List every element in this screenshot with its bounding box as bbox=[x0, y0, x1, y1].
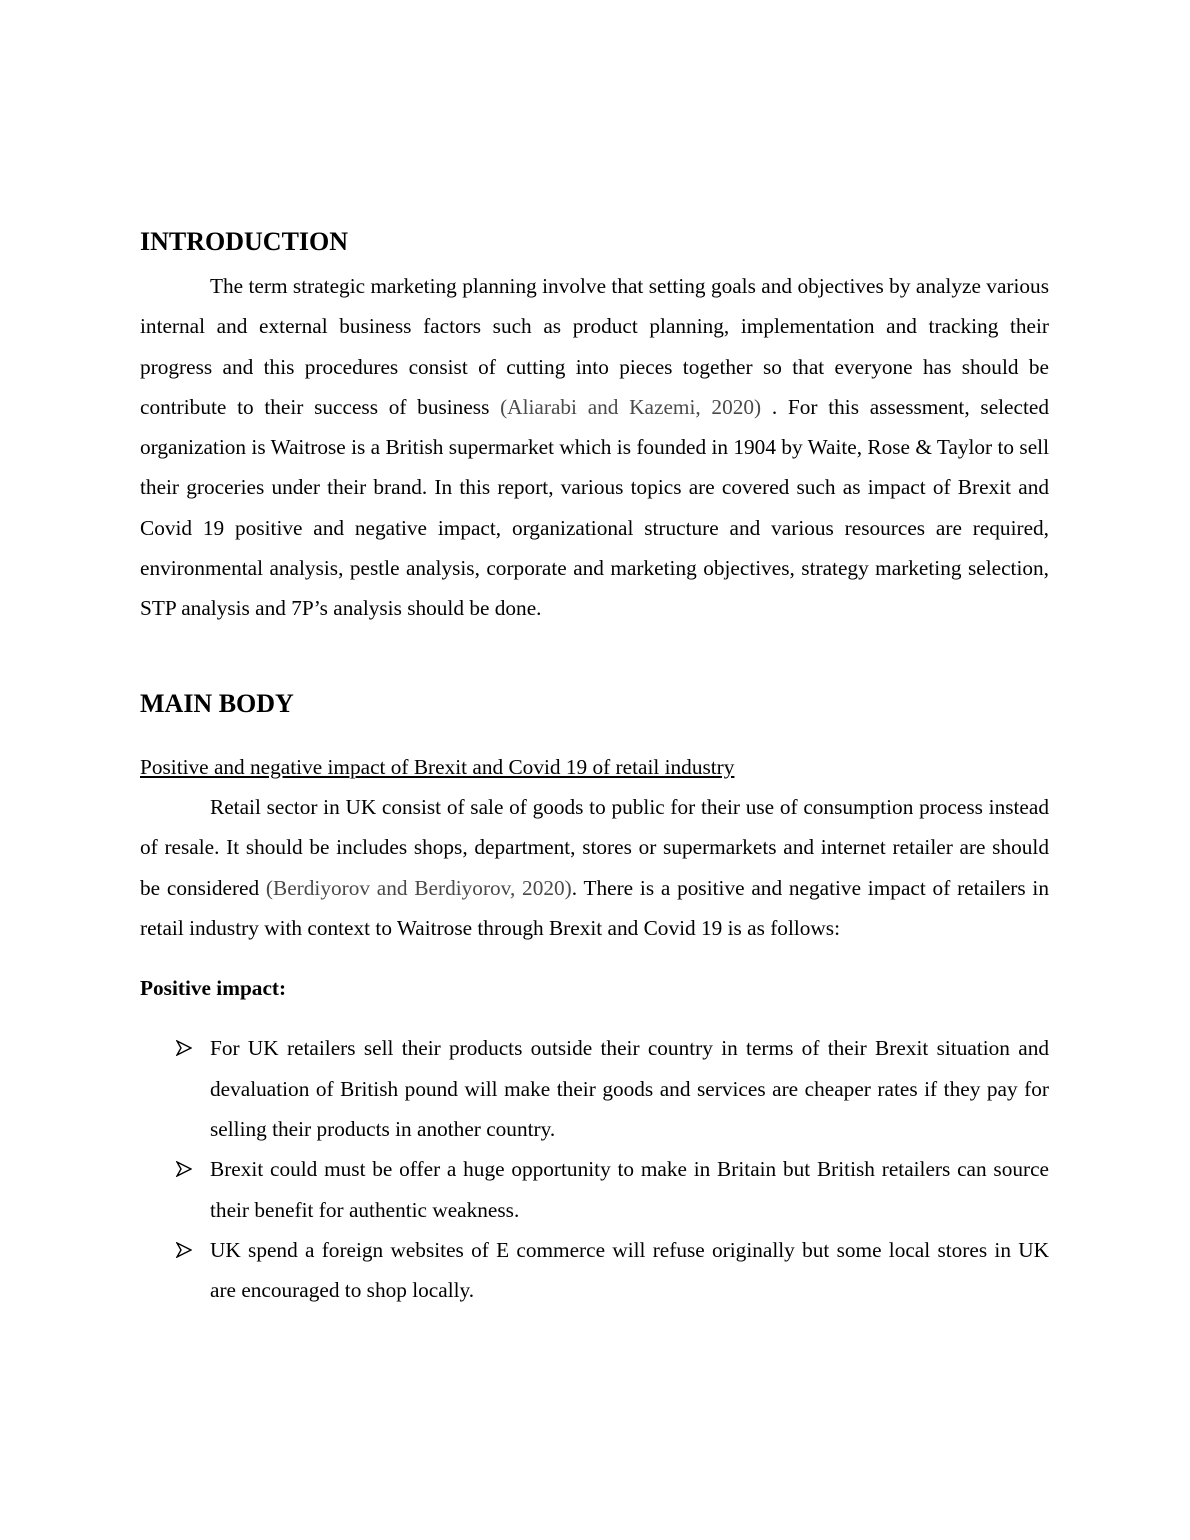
introduction-heading: INTRODUCTION bbox=[140, 227, 349, 256]
retail-paragraph bbox=[140, 787, 1049, 948]
arrowhead-bullet-icon bbox=[176, 1242, 192, 1258]
retail-text-start: Retail sector in UK consist of sale of goods to public for their use of consumption process instead of resale. It should be includes shops, department, stores or supermarkets and internet retailer are should be considered bbox=[140, 794, 1049, 900]
introduction-text-start: The term strategic marketing planning involve that setting goals and objectives by analyze various internal and external business factors such as product planning, implementation and tracking their progress and this procedures consist of cutting into pieces together so that everyone has should be contribute to their success of business bbox=[140, 274, 1049, 419]
retail-text-end: . There is a positive and negative impact of retailers in retail industry with context to Waitrose through Brexit and Covid 19 is as follows: bbox=[140, 875, 1049, 940]
positive-impact-label: Positive impact: bbox=[140, 976, 287, 1001]
document-page bbox=[140, 224, 1049, 1311]
impact-subheading: Positive and negative impact of Brexit and Covid 19 of retail industry bbox=[140, 754, 735, 779]
positive-impact-list bbox=[140, 1028, 1049, 1310]
list-item bbox=[140, 1230, 1049, 1311]
main-body-heading: MAIN BODY bbox=[140, 688, 294, 718]
introduction-text-end: . For this assessment, selected organization is Waitrose is a British supermarket which is founded in 1904 by Waite, Rose & Taylor to sell their groceries under their brand. In this report, various topics are covered such as impact of Brexit and Covid 19 positive and negative impact, organizational structure and various resources are required, environmental analysis, pestle analysis, corporate and marketing objectives, strategy marketing selection, STP analysis and 7P’s analysis should be done. bbox=[140, 394, 1049, 621]
retail-citation: (Berdiyorov and Berdiyorov, 2020) bbox=[265, 875, 572, 900]
list-item bbox=[140, 1028, 1049, 1149]
introduction-paragraph bbox=[140, 266, 1049, 629]
list-item-text: UK spend a foreign websites of E commerce will refuse originally but some local stores in UK are encouraged to shop locally. bbox=[210, 1237, 1049, 1303]
arrowhead-bullet-icon bbox=[176, 1040, 192, 1056]
list-item-text: For UK retailers sell their products outside their country in terms of their Brexit situation and devaluation of British pound will make their goods and services are cheaper rates if they pay for selling their products in another country. bbox=[210, 1036, 1049, 1142]
arrowhead-bullet-icon bbox=[176, 1161, 192, 1177]
list-item bbox=[140, 1149, 1049, 1230]
introduction-citation: (Aliarabi and Kazemi, 2020) bbox=[500, 394, 762, 419]
list-item-text: Brexit could must be offer a huge opportunity to make in Britain but British retailers can source their benefit for authentic weakness. bbox=[210, 1157, 1049, 1222]
